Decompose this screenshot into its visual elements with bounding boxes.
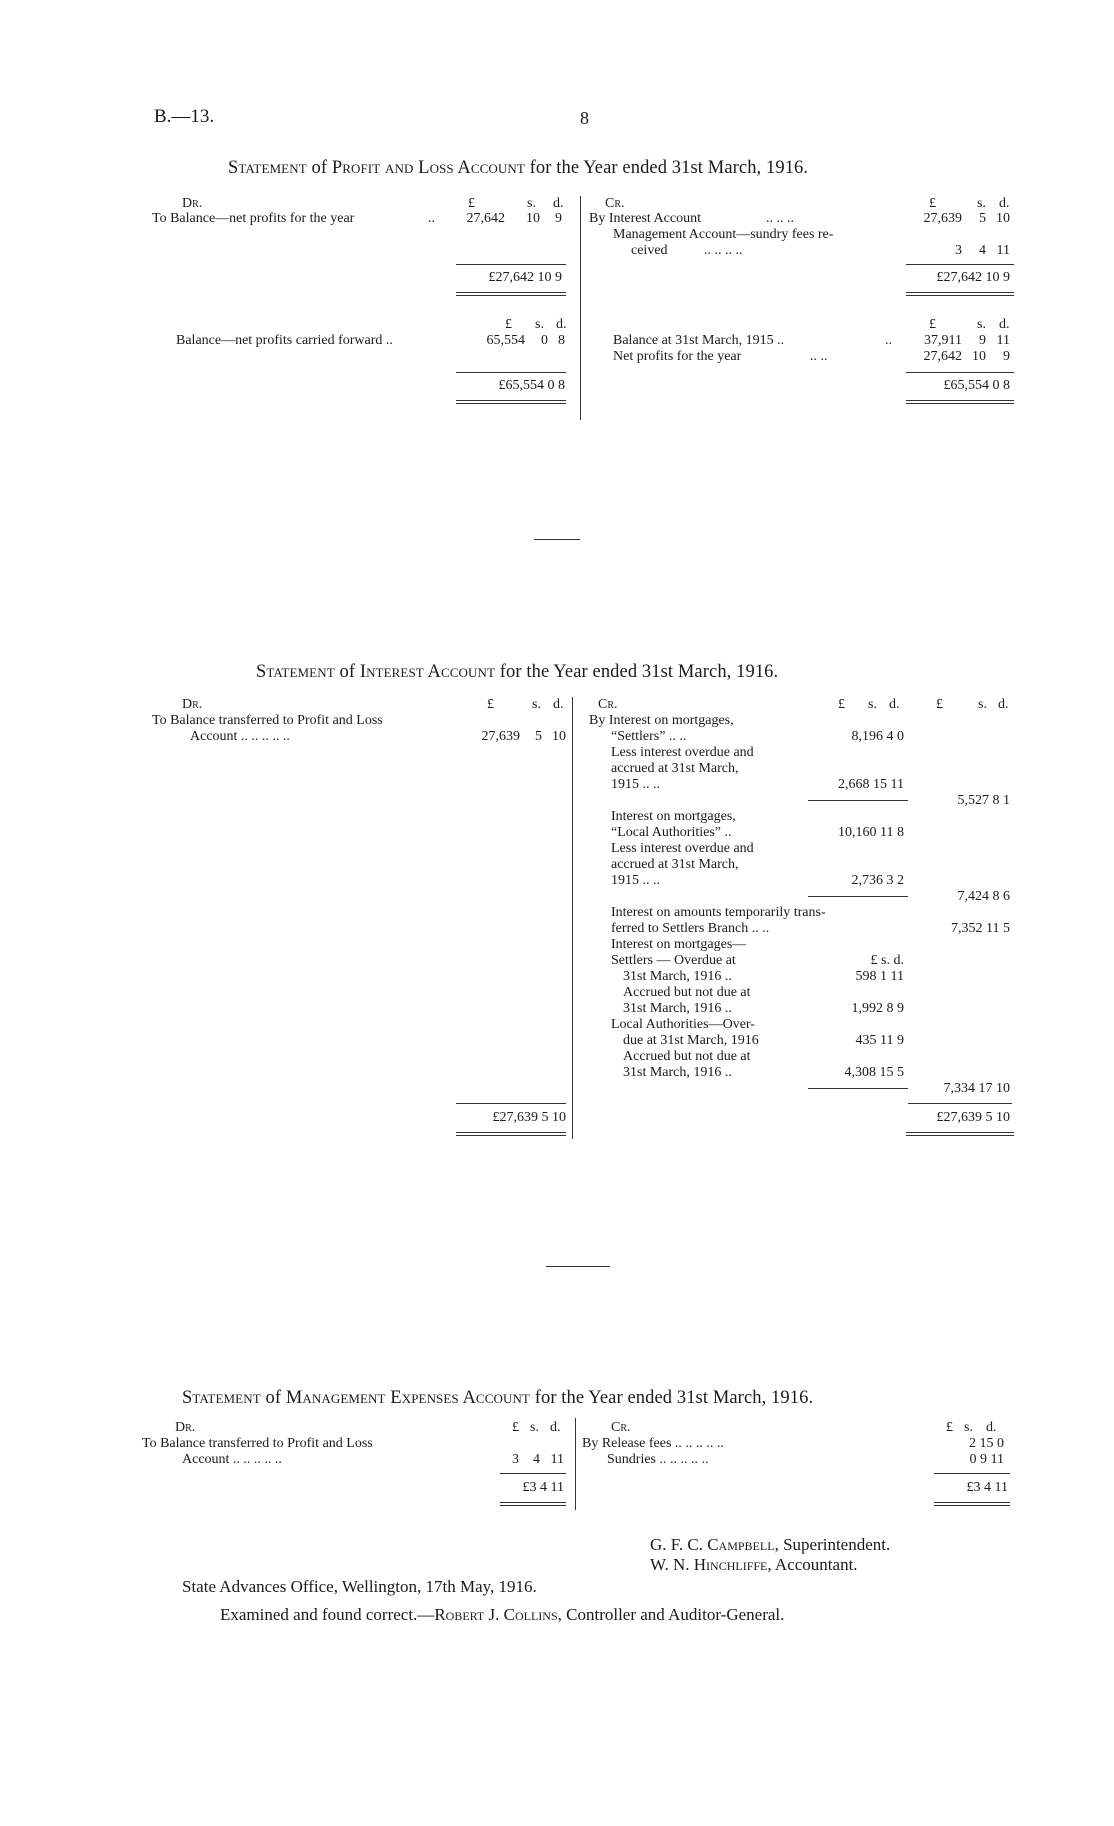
pl-cr-total: £27,642 10 9 bbox=[936, 270, 1010, 285]
mgt-dr-line1: To Balance transferred to Profit and Loss bbox=[142, 1436, 373, 1451]
pl-cr-total2-rule bbox=[906, 400, 1014, 404]
int-dr-total-rule bbox=[456, 1132, 566, 1136]
int-cr-col2-d: d. bbox=[998, 697, 1009, 712]
int-cr-line-total: 7,334 17 10 bbox=[943, 1081, 1010, 1096]
int-cr-line: Less interest overdue and bbox=[611, 745, 754, 760]
int-dr-col-s: s. bbox=[532, 697, 541, 712]
management-title: Statement of Management Expenses Account for the Year ended 31st March, 1916. bbox=[182, 1388, 814, 1408]
int-cr-line: Interest on amounts temporarily trans- bbox=[611, 905, 826, 920]
mgt-cr-row2-text: Sundries .. .. .. .. .. bbox=[607, 1452, 709, 1467]
pl-cr-row4-s: 10 bbox=[972, 349, 986, 364]
pl-cr-total2: £65,554 0 8 bbox=[943, 378, 1010, 393]
pl-cr2-col-s: s. bbox=[977, 317, 986, 332]
mgt-dr-d: 11 bbox=[550, 1452, 564, 1467]
pl-dr-row1-s: 10 bbox=[526, 211, 540, 226]
pl-cr-row4-dots: .. .. bbox=[810, 349, 828, 364]
page-number: 8 bbox=[580, 108, 589, 128]
pl-cr-col-s: s. bbox=[977, 196, 986, 211]
pl-cr-row3-s: 9 bbox=[979, 333, 986, 348]
interest-divider bbox=[572, 697, 573, 1139]
int-cr-line-amount: 435 11 9 bbox=[855, 1033, 904, 1048]
management-divider bbox=[575, 1418, 576, 1510]
int-cr-settlers-rule bbox=[808, 800, 908, 801]
pl-cr-row2-pounds: 3 bbox=[955, 243, 962, 258]
auditor-certification: Examined and found correct.—Robert J. Collins, Controller and Auditor-General. bbox=[220, 1605, 785, 1624]
mgt-cr-col-d: d. bbox=[986, 1420, 997, 1435]
int-cr-line-amount: 2,736 3 2 bbox=[851, 873, 904, 888]
int-cr-line: accrued at 31st March, bbox=[611, 761, 739, 776]
pl-cr-row2-line1: Management Account—sundry fees re- bbox=[613, 227, 834, 242]
int-cr-col2-s: s. bbox=[978, 697, 987, 712]
profit-loss-divider bbox=[580, 196, 581, 420]
signature-accountant: W. N. Hinchliffe, Accountant. bbox=[650, 1555, 858, 1574]
pl-cr-row2-d: 11 bbox=[996, 243, 1010, 258]
int-dr-col-d: d. bbox=[553, 697, 564, 712]
int-cr-col1-pound: £ bbox=[838, 697, 845, 712]
pl-dr-row2-s: 0 bbox=[541, 333, 548, 348]
pl-dr-row2-pounds: 65,554 bbox=[486, 333, 525, 348]
int-cr-col2-pound: £ bbox=[936, 697, 943, 712]
int-dr-pounds: 27,639 bbox=[481, 729, 520, 744]
pl-cr2-col-pound: £ bbox=[929, 317, 936, 332]
mgt-cr-col-pound: £ bbox=[946, 1420, 953, 1435]
mgt-cr-row2-amount: 0 9 11 bbox=[969, 1452, 1004, 1467]
mgt-dr-label: Dr. bbox=[175, 1420, 196, 1435]
mgt-cr-label: Cr. bbox=[611, 1420, 631, 1435]
pl-cr-row4-pounds: 27,642 bbox=[923, 349, 962, 364]
pl-cr-row1-text: By Interest Account bbox=[589, 211, 701, 226]
int-cr-line: due at 31st March, 1916 bbox=[623, 1033, 759, 1048]
pl-dr-total: £27,642 10 9 bbox=[488, 270, 562, 285]
pl-cr-col-d: d. bbox=[999, 196, 1010, 211]
int-cr-overdue-rule bbox=[808, 1088, 908, 1089]
int-cr-line: Less interest overdue and bbox=[611, 841, 754, 856]
pl-dr2-col-s: s. bbox=[535, 317, 544, 332]
int-cr-local-rule bbox=[808, 896, 908, 897]
pl-dr-subtotal-rule bbox=[456, 264, 566, 265]
pl-cr-subtotal2-rule bbox=[906, 372, 1014, 373]
mgt-cr-row1-text: By Release fees .. .. .. .. .. bbox=[582, 1436, 724, 1451]
int-cr-line: Interest on mortgages— bbox=[611, 937, 747, 952]
pl-cr-label: Cr. bbox=[605, 196, 625, 211]
pl-dr-total-rule bbox=[456, 292, 566, 296]
pl-cr-row4-d: 9 bbox=[1003, 349, 1010, 364]
pl-cr-row1-d: 10 bbox=[996, 211, 1010, 226]
pl-cr-row4-text: Net profits for the year bbox=[613, 349, 742, 364]
mgt-cr-col-s: s. bbox=[964, 1420, 973, 1435]
signature-superintendent: G. F. C. Campbell, Superintendent. bbox=[650, 1535, 891, 1554]
int-dr-subtotal-rule bbox=[456, 1103, 566, 1104]
pl-cr-row2-dots: .. .. .. .. bbox=[704, 243, 743, 258]
pl-dr-row2-d: 8 bbox=[558, 333, 565, 348]
int-cr-line: 31st March, 1916 .. bbox=[623, 1001, 732, 1016]
mgt-dr-col-pound: £ bbox=[512, 1420, 519, 1435]
int-cr-line-amount: 598 1 11 bbox=[855, 969, 904, 984]
pl-dr-row2-text: Balance—net profits carried forward .. bbox=[176, 333, 393, 348]
mgt-dr-total-rule bbox=[500, 1502, 566, 1506]
int-cr-line: “Local Authorities” .. bbox=[611, 825, 732, 840]
pl-dr-col-d: d. bbox=[553, 196, 564, 211]
int-cr-line-amount: 10,160 11 8 bbox=[838, 825, 904, 840]
mgt-dr-total: £3 4 11 bbox=[522, 1480, 564, 1495]
int-dr-total: £27,639 5 10 bbox=[492, 1110, 566, 1125]
pl-cr-row1-pounds: 27,639 bbox=[923, 211, 962, 226]
mgt-cr-total: £3 4 11 bbox=[966, 1480, 1008, 1495]
int-cr-line: Local Authorities—Over- bbox=[611, 1017, 755, 1032]
mgt-dr-subtotal-rule bbox=[500, 1473, 566, 1474]
int-cr-line: 1915 .. .. bbox=[611, 873, 660, 888]
int-cr-line: ferred to Settlers Branch .. .. bbox=[611, 921, 770, 936]
office-dateline: State Advances Office, Wellington, 17th May, 1916. bbox=[182, 1577, 537, 1596]
pl-cr-row3-pounds: 37,911 bbox=[924, 333, 962, 348]
int-cr-line: Interest on mortgages, bbox=[611, 809, 736, 824]
int-cr-line: accrued at 31st March, bbox=[611, 857, 739, 872]
pl-dr-total2: £65,554 0 8 bbox=[498, 378, 565, 393]
int-cr-line-amount: £ s. d. bbox=[870, 953, 904, 968]
pl-cr2-col-d: d. bbox=[999, 317, 1010, 332]
pl-cr-row2-s: 4 bbox=[979, 243, 986, 258]
int-dr-line2: Account .. .. .. .. .. bbox=[190, 729, 290, 744]
int-cr-line: Accrued but not due at bbox=[623, 1049, 751, 1064]
pl-dr-col-s: s. bbox=[527, 196, 536, 211]
mgt-dr-s: 4 bbox=[533, 1452, 540, 1467]
pl-cr-row3-dots: .. bbox=[885, 333, 892, 348]
int-cr-line-total: 7,424 8 6 bbox=[957, 889, 1010, 904]
pl-cr-row2-line2: ceived bbox=[631, 243, 668, 258]
pl-cr-row3-text: Balance at 31st March, 1915 .. bbox=[613, 333, 785, 348]
int-dr-s: 5 bbox=[535, 729, 542, 744]
mgt-dr-col-s: s. bbox=[530, 1420, 539, 1435]
section-separator-1 bbox=[534, 539, 580, 540]
int-cr-label: Cr. bbox=[598, 697, 618, 712]
pl-dr2-col-pound: £ bbox=[505, 317, 512, 332]
int-dr-label: Dr. bbox=[182, 697, 203, 712]
pl-dr-row1-dots: .. bbox=[428, 211, 435, 226]
int-cr-line: 31st March, 1916 .. bbox=[623, 1065, 732, 1080]
int-cr-line: “Settlers” .. .. bbox=[611, 729, 687, 744]
pl-cr-col-pound: £ bbox=[929, 196, 936, 211]
mgt-dr-line2: Account .. .. .. .. .. bbox=[182, 1452, 282, 1467]
pl-dr-col-pound: £ bbox=[468, 196, 475, 211]
int-cr-col1-s: s. bbox=[868, 697, 877, 712]
pl-dr-row1-d: 9 bbox=[555, 211, 562, 226]
int-cr-line-amount: 2,668 15 11 bbox=[838, 777, 904, 792]
mgt-dr-col-d: d. bbox=[550, 1420, 561, 1435]
int-cr-line-amount: 8,196 4 0 bbox=[851, 729, 904, 744]
mgt-cr-subtotal-rule bbox=[934, 1473, 1010, 1474]
document-reference: B.—13. bbox=[154, 106, 215, 127]
pl-cr-row1-dots: .. .. .. bbox=[766, 211, 794, 226]
mgt-cr-total-rule bbox=[934, 1502, 1010, 1506]
pl-cr-total-rule bbox=[906, 292, 1014, 296]
int-dr-col-pound: £ bbox=[487, 697, 494, 712]
int-cr-col1-d: d. bbox=[889, 697, 900, 712]
pl-cr-row1-s: 5 bbox=[979, 211, 986, 226]
pl-dr-subtotal2-rule bbox=[456, 372, 566, 373]
int-cr-total-rule bbox=[906, 1132, 1014, 1136]
int-cr-line: 1915 .. .. bbox=[611, 777, 660, 792]
int-cr-line: Settlers — Overdue at bbox=[611, 953, 736, 968]
section-separator-2 bbox=[546, 1266, 610, 1267]
pl-cr-row3-d: 11 bbox=[996, 333, 1010, 348]
int-cr-line-amount: 4,308 15 5 bbox=[844, 1065, 904, 1080]
mgt-cr-row1-amount: 2 15 0 bbox=[969, 1436, 1004, 1451]
int-cr-line: By Interest on mortgages, bbox=[589, 713, 734, 728]
profit-loss-title: Statement of Profit and Loss Account for the Year ended 31st March, 1916. bbox=[228, 158, 809, 178]
int-cr-line: 31st March, 1916 .. bbox=[623, 969, 732, 984]
pl-cr-subtotal-rule bbox=[906, 264, 1014, 265]
pl-dr-row1-text: To Balance—net profits for the year bbox=[152, 211, 355, 226]
interest-title: Statement of Interest Account for the Year ended 31st March, 1916. bbox=[256, 662, 779, 682]
int-cr-line-amount: 1,992 8 9 bbox=[851, 1001, 904, 1016]
int-cr-line: Accrued but not due at bbox=[623, 985, 751, 1000]
int-cr-total: £27,639 5 10 bbox=[936, 1110, 1010, 1125]
int-dr-d: 10 bbox=[552, 729, 566, 744]
int-cr-sum-rule bbox=[908, 1103, 1012, 1104]
mgt-dr-pounds: 3 bbox=[512, 1452, 519, 1467]
int-cr-line-total: 5,527 8 1 bbox=[957, 793, 1010, 808]
pl-dr-label: Dr. bbox=[182, 196, 203, 211]
int-dr-line1: To Balance transferred to Profit and Loss bbox=[152, 713, 383, 728]
int-cr-line-total: 7,352 11 5 bbox=[951, 921, 1010, 936]
pl-dr-row1-pounds: 27,642 bbox=[466, 211, 505, 226]
pl-dr2-col-d: d. bbox=[556, 317, 567, 332]
pl-dr-total2-rule bbox=[456, 400, 566, 404]
